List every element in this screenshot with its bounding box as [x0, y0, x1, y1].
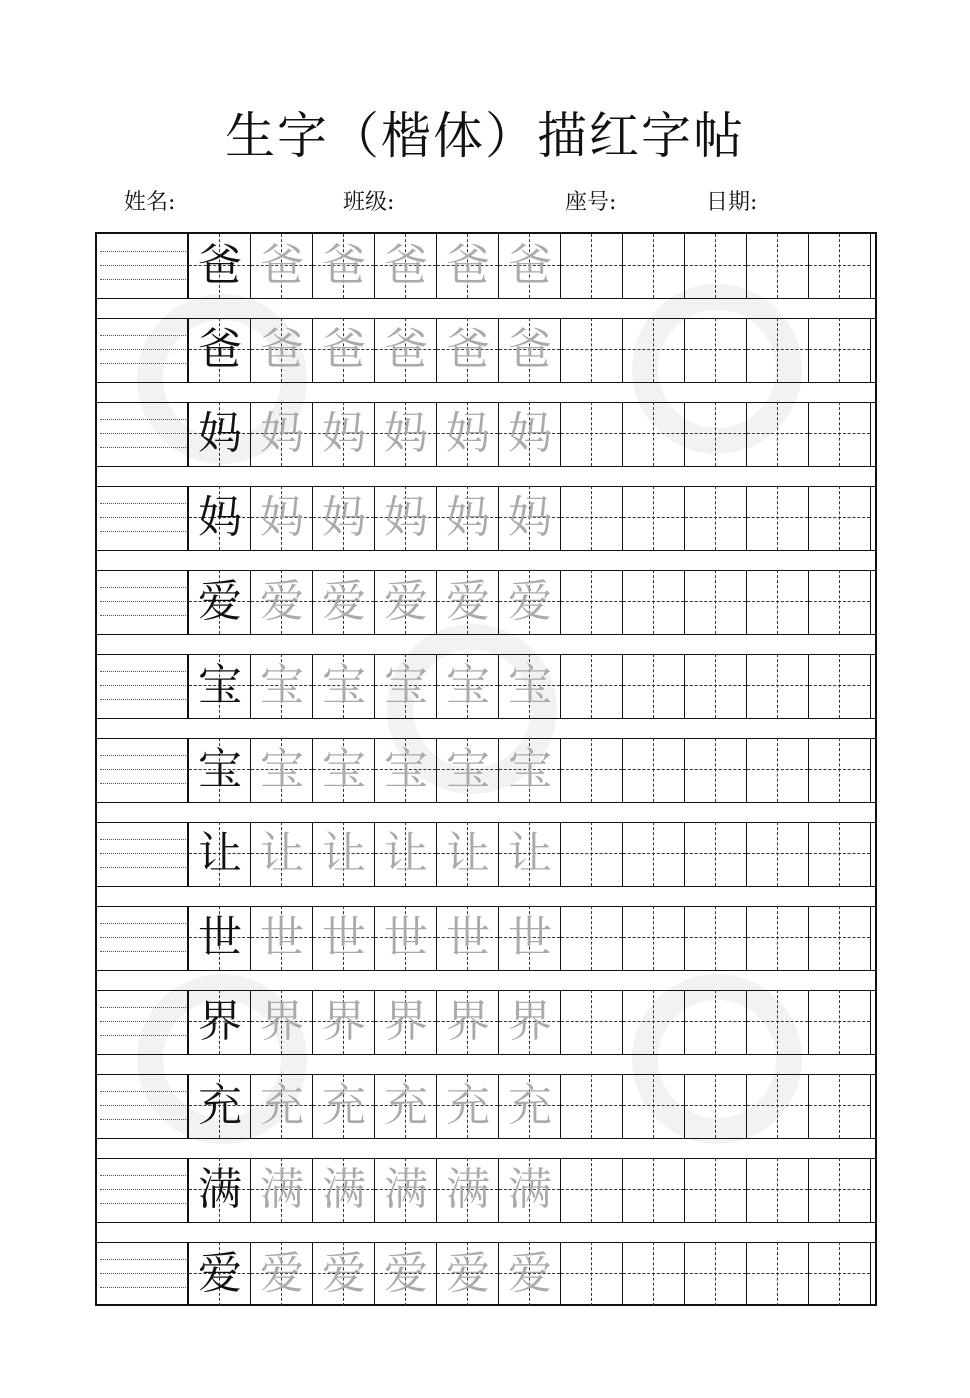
row-divider [97, 718, 875, 719]
trace-cell [375, 234, 437, 298]
trace-character: 界 [508, 996, 552, 1047]
trace-cell [375, 822, 437, 886]
trace-character: 爱 [446, 576, 490, 627]
practice-row [97, 1074, 875, 1138]
trace-character: 世 [446, 912, 490, 963]
practice-cell [747, 486, 809, 550]
trace-cell [437, 570, 499, 634]
trace-cell [375, 1242, 437, 1306]
trace-cell [437, 906, 499, 970]
pinyin-lines [97, 1242, 189, 1306]
practice-cell [623, 1074, 685, 1138]
trace-character: 界 [322, 996, 366, 1047]
practice-cell [747, 822, 809, 886]
row-divider [97, 1222, 875, 1223]
model-cell [189, 822, 251, 886]
trace-cell [251, 654, 313, 718]
practice-row [97, 402, 875, 466]
trace-character: 妈 [384, 408, 428, 459]
trace-cell [499, 654, 561, 718]
trace-cell [251, 990, 313, 1054]
practice-cell [685, 234, 747, 298]
trace-character: 宝 [322, 744, 366, 795]
practice-cell [623, 234, 685, 298]
practice-row [97, 318, 875, 382]
trace-cell [251, 486, 313, 550]
model-cell [189, 1074, 251, 1138]
practice-row [97, 234, 875, 298]
practice-cell [809, 486, 871, 550]
practice-cell [561, 906, 623, 970]
practice-cell [561, 402, 623, 466]
practice-cell [561, 738, 623, 802]
trace-cell [251, 570, 313, 634]
trace-character: 爸 [260, 240, 304, 291]
pinyin-lines [97, 906, 189, 970]
practice-cell [809, 234, 871, 298]
practice-cell [623, 402, 685, 466]
trace-cell [313, 990, 375, 1054]
practice-row [97, 1242, 875, 1306]
trace-character: 爱 [384, 1248, 428, 1299]
practice-cell [685, 990, 747, 1054]
practice-cell [561, 1074, 623, 1138]
trace-character: 让 [446, 828, 490, 879]
trace-cell [499, 1242, 561, 1306]
trace-character: 宝 [260, 744, 304, 795]
row-divider [97, 886, 875, 887]
trace-character: 满 [322, 1164, 366, 1215]
trace-cell [251, 318, 313, 382]
trace-character: 宝 [322, 660, 366, 711]
trace-cell [251, 1242, 313, 1306]
practice-cell [685, 402, 747, 466]
model-cell [189, 318, 251, 382]
trace-cell [313, 906, 375, 970]
practice-cell [623, 318, 685, 382]
trace-character: 满 [508, 1164, 552, 1215]
trace-cell [375, 1074, 437, 1138]
practice-row [97, 570, 875, 634]
model-character: 充 [198, 1080, 242, 1131]
practice-cell [747, 318, 809, 382]
trace-cell [375, 1158, 437, 1222]
practice-cell [561, 486, 623, 550]
row-divider [97, 1054, 875, 1055]
trace-character: 爱 [322, 1248, 366, 1299]
model-character: 爸 [198, 324, 242, 375]
practice-cell [685, 486, 747, 550]
trace-character: 宝 [508, 744, 552, 795]
trace-character: 充 [446, 1080, 490, 1131]
trace-cell [251, 906, 313, 970]
practice-cell [747, 906, 809, 970]
trace-character: 界 [446, 996, 490, 1047]
model-cell [189, 234, 251, 298]
row-divider [97, 550, 875, 551]
pinyin-lines [97, 402, 189, 466]
trace-character: 满 [446, 1164, 490, 1215]
practice-cell [685, 738, 747, 802]
trace-cell [375, 906, 437, 970]
practice-cell [623, 486, 685, 550]
practice-cell [685, 654, 747, 718]
model-cell [189, 1242, 251, 1306]
practice-row [97, 990, 875, 1054]
trace-character: 爸 [384, 240, 428, 291]
trace-character: 爸 [508, 240, 552, 291]
trace-character: 宝 [384, 744, 428, 795]
practice-cell [561, 1242, 623, 1306]
trace-character: 宝 [446, 744, 490, 795]
trace-character: 世 [384, 912, 428, 963]
trace-character: 爸 [322, 240, 366, 291]
practice-cell [747, 1242, 809, 1306]
practice-cell [809, 1158, 871, 1222]
trace-cell [499, 738, 561, 802]
trace-cell [375, 654, 437, 718]
trace-character: 妈 [508, 492, 552, 543]
pinyin-lines [97, 990, 189, 1054]
practice-cell [623, 906, 685, 970]
model-character: 爸 [198, 240, 242, 291]
practice-cell [809, 1074, 871, 1138]
trace-character: 爱 [508, 1248, 552, 1299]
model-character: 满 [198, 1164, 242, 1215]
practice-cell [685, 570, 747, 634]
practice-cell [685, 822, 747, 886]
practice-cell [685, 1158, 747, 1222]
trace-cell [499, 402, 561, 466]
trace-cell [437, 1158, 499, 1222]
practice-cell [685, 318, 747, 382]
trace-character: 妈 [508, 408, 552, 459]
practice-cell [561, 654, 623, 718]
practice-cell [747, 402, 809, 466]
trace-cell [375, 990, 437, 1054]
trace-cell [499, 822, 561, 886]
practice-cell [685, 1074, 747, 1138]
trace-cell [375, 318, 437, 382]
trace-cell [251, 234, 313, 298]
model-cell [189, 906, 251, 970]
practice-cell [809, 654, 871, 718]
trace-character: 妈 [260, 408, 304, 459]
trace-cell [499, 990, 561, 1054]
practice-grid [95, 232, 877, 1306]
practice-cell [747, 654, 809, 718]
trace-character: 让 [508, 828, 552, 879]
trace-cell [499, 570, 561, 634]
model-cell [189, 486, 251, 550]
model-character: 界 [198, 996, 242, 1047]
trace-character: 爸 [322, 324, 366, 375]
trace-character: 爱 [384, 576, 428, 627]
trace-cell [437, 318, 499, 382]
pinyin-lines [97, 822, 189, 886]
trace-cell [437, 654, 499, 718]
trace-cell [499, 1158, 561, 1222]
practice-cell [623, 1242, 685, 1306]
practice-cell [809, 738, 871, 802]
trace-cell [437, 1242, 499, 1306]
trace-character: 满 [384, 1164, 428, 1215]
trace-cell [313, 234, 375, 298]
name-label: 姓名: [124, 190, 176, 215]
trace-cell [437, 822, 499, 886]
trace-cell [313, 1242, 375, 1306]
model-cell [189, 570, 251, 634]
trace-cell [437, 402, 499, 466]
practice-cell [809, 1242, 871, 1306]
trace-cell [251, 1158, 313, 1222]
trace-character: 充 [260, 1080, 304, 1131]
practice-cell [561, 1158, 623, 1222]
trace-cell [313, 318, 375, 382]
model-character: 世 [198, 912, 242, 963]
practice-row [97, 654, 875, 718]
practice-cell [623, 654, 685, 718]
trace-character: 世 [322, 912, 366, 963]
trace-character: 妈 [322, 492, 366, 543]
practice-cell [685, 906, 747, 970]
practice-row [97, 486, 875, 550]
practice-cell [561, 318, 623, 382]
seat-label: 座号: [565, 190, 617, 215]
trace-cell [251, 402, 313, 466]
trace-cell [375, 570, 437, 634]
trace-character: 爸 [446, 324, 490, 375]
pinyin-lines [97, 318, 189, 382]
pinyin-lines [97, 1074, 189, 1138]
row-divider [97, 382, 875, 383]
trace-cell [499, 234, 561, 298]
trace-character: 世 [260, 912, 304, 963]
trace-cell [499, 906, 561, 970]
practice-cell [809, 906, 871, 970]
trace-character: 充 [508, 1080, 552, 1131]
model-character: 宝 [198, 660, 242, 711]
trace-character: 妈 [446, 408, 490, 459]
trace-cell [499, 486, 561, 550]
model-character: 爱 [198, 576, 242, 627]
practice-cell [747, 1158, 809, 1222]
practice-cell [747, 234, 809, 298]
practice-cell [561, 990, 623, 1054]
trace-character: 爱 [508, 576, 552, 627]
pinyin-lines [97, 234, 189, 298]
practice-cell [623, 1158, 685, 1222]
trace-cell [313, 654, 375, 718]
trace-cell [313, 1158, 375, 1222]
practice-cell [809, 318, 871, 382]
trace-character: 妈 [384, 492, 428, 543]
practice-cell [809, 822, 871, 886]
trace-cell [375, 486, 437, 550]
trace-cell [375, 402, 437, 466]
practice-cell [623, 990, 685, 1054]
trace-character: 妈 [260, 492, 304, 543]
trace-character: 宝 [446, 660, 490, 711]
trace-cell [251, 738, 313, 802]
trace-character: 宝 [384, 660, 428, 711]
trace-character: 让 [260, 828, 304, 879]
trace-character: 爱 [322, 576, 366, 627]
model-character: 爱 [198, 1248, 242, 1299]
date-label: 日期: [706, 190, 758, 215]
trace-cell [437, 738, 499, 802]
trace-character: 满 [260, 1164, 304, 1215]
practice-cell [747, 738, 809, 802]
trace-character: 让 [384, 828, 428, 879]
model-cell [189, 738, 251, 802]
practice-row [97, 1158, 875, 1222]
practice-cell [561, 234, 623, 298]
trace-character: 充 [384, 1080, 428, 1131]
practice-cell [747, 1074, 809, 1138]
practice-cell [623, 738, 685, 802]
trace-character: 宝 [260, 660, 304, 711]
trace-cell [499, 1074, 561, 1138]
row-divider [97, 1138, 875, 1139]
practice-row [97, 738, 875, 802]
trace-character: 爸 [446, 240, 490, 291]
trace-character: 宝 [508, 660, 552, 711]
trace-character: 爸 [260, 324, 304, 375]
trace-cell [437, 1074, 499, 1138]
row-divider [97, 802, 875, 803]
trace-character: 界 [384, 996, 428, 1047]
trace-character: 爸 [384, 324, 428, 375]
page-title: 生字（楷体）描红字帖 [225, 107, 745, 165]
trace-cell [251, 1074, 313, 1138]
trace-character: 爸 [508, 324, 552, 375]
practice-cell [561, 822, 623, 886]
trace-character: 妈 [322, 408, 366, 459]
trace-cell [313, 738, 375, 802]
practice-cell [561, 570, 623, 634]
practice-cell [809, 990, 871, 1054]
trace-cell [437, 486, 499, 550]
trace-character: 世 [508, 912, 552, 963]
trace-cell [313, 822, 375, 886]
practice-cell [809, 402, 871, 466]
trace-cell [375, 738, 437, 802]
trace-character: 妈 [446, 492, 490, 543]
pinyin-lines [97, 570, 189, 634]
trace-cell [251, 822, 313, 886]
trace-character: 爱 [446, 1248, 490, 1299]
practice-cell [747, 570, 809, 634]
trace-cell [437, 990, 499, 1054]
trace-cell [437, 234, 499, 298]
pinyin-lines [97, 654, 189, 718]
model-cell [189, 402, 251, 466]
pinyin-lines [97, 1158, 189, 1222]
practice-cell [809, 570, 871, 634]
model-cell [189, 990, 251, 1054]
model-character: 让 [198, 828, 242, 879]
row-divider [97, 298, 875, 299]
trace-character: 爱 [260, 1248, 304, 1299]
row-divider [97, 970, 875, 971]
model-character: 妈 [198, 492, 242, 543]
pinyin-lines [97, 738, 189, 802]
trace-cell [313, 402, 375, 466]
model-cell [189, 654, 251, 718]
trace-character: 让 [322, 828, 366, 879]
trace-cell [499, 318, 561, 382]
trace-character: 界 [260, 996, 304, 1047]
model-cell [189, 1158, 251, 1222]
practice-cell [747, 990, 809, 1054]
trace-cell [313, 486, 375, 550]
practice-row [97, 906, 875, 970]
model-character: 妈 [198, 408, 242, 459]
model-character: 宝 [198, 744, 242, 795]
pinyin-lines [97, 486, 189, 550]
trace-cell [313, 1074, 375, 1138]
practice-cell [685, 1242, 747, 1306]
trace-character: 爱 [260, 576, 304, 627]
row-divider [97, 634, 875, 635]
row-divider [97, 466, 875, 467]
practice-cell [623, 822, 685, 886]
practice-cell [623, 570, 685, 634]
trace-character: 充 [322, 1080, 366, 1131]
class-label: 班级: [343, 190, 395, 215]
trace-cell [313, 570, 375, 634]
practice-row [97, 822, 875, 886]
